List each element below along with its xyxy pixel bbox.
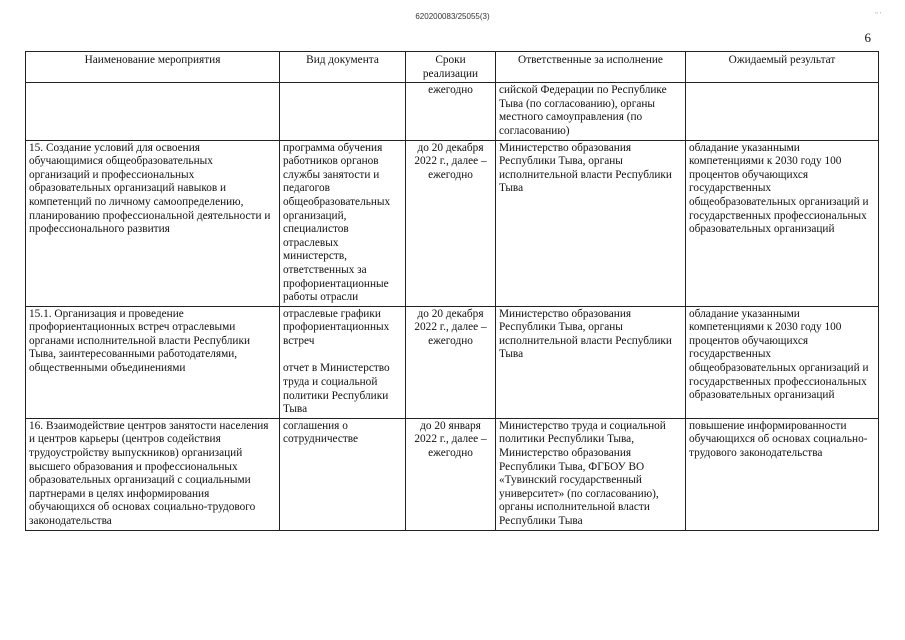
table-row (26, 306, 879, 418)
cell-term: до 20 января 2022 г., далее – ежегодно (406, 418, 496, 530)
cell-term: до 20 декабря 2022 г., далее – ежегодно (406, 306, 496, 418)
cell-doc: соглашения о сотрудничестве (280, 418, 406, 530)
table-row (26, 140, 879, 306)
header-term: Сроки реализации (406, 52, 496, 83)
cell-responsible: Министерство труда и социальной политики Республики Тыва, Министерство образования Республики Тыва, ФГБОУ ВО «Тувинский государственный университет» (по согласованию), органы исполнительной власти Республики Тыва (496, 418, 686, 530)
header-result: Ожидаемый результат (686, 52, 879, 83)
cell-result (686, 83, 879, 140)
cell-responsible: Министерство образования Республики Тыва, органы исполнительной власти Республики Тыва (496, 140, 686, 306)
table-row (26, 83, 879, 140)
cell-doc (280, 306, 406, 418)
cell-doc (280, 83, 406, 140)
page-number: 6 (864, 30, 871, 45)
cell-name: 15.1. Организация и проведение профориентационных встреч отраслевыми органами исполнительной власти Республики Тыва, заинтересованными работодателями, общественными объединениями (26, 306, 280, 418)
cell-doc: программа обучения работников органов службы занятости и педагогов общеобразовательных организаций, специалистов отраслевых министерств, ответственных за профориентационные работы отрасли (280, 140, 406, 306)
header-doc-type: Вид документа (280, 52, 406, 83)
cell-result: повышение информированности обучающихся об основах социально-трудового законодательства (686, 418, 879, 530)
cell-name: 16. Взаимодействие центров занятости населения и центров карьеры (центров содействия трудоустройству выпускников) организаций высшего образования и профессиональных образовательных организаций с социальными партнерами в целях информирования обучающихся об основах социально-трудового законодательства (26, 418, 280, 530)
corner-mark: " ' (875, 12, 881, 19)
cell-name: 15. Создание условий для освоения обучающимися общеобразовательных организаций и профессиональных образовательных организаций навыков и компетенций по личному самоопределению, планированию профессиональной деятельности и профессионального развития (26, 140, 280, 306)
cell-doc-gap (283, 348, 402, 362)
cell-doc-line: отраслевые графики профориентационных встреч (283, 307, 390, 347)
cell-result: обладание указанными компетенциями к 2030 году 100 процентов обучающихся государственных общеобразовательных организаций и государственных профессиональных образовательных организаций (686, 140, 879, 306)
cell-responsible: Министерство образования Республики Тыва, органы исполнительной власти Республики Тыва (496, 306, 686, 418)
header-responsible: Ответственные за исполнение (496, 52, 686, 83)
document-id: 620200083/25055(3) (415, 12, 490, 21)
cell-term: до 20 декабря 2022 г., далее – ежегодно (406, 140, 496, 306)
cell-responsible: сийской Федерации по Республике Тыва (по согласованию), органы местного самоуправления (по согласованию) (496, 83, 686, 140)
header-name: Наименование мероприятия (26, 52, 280, 83)
cell-result: обладание указанными компетенциями к 2030 году 100 процентов обучающихся государственных общеобразовательных организаций и государственных профессиональных образовательных организаций (686, 306, 879, 418)
table-header-row (26, 52, 879, 83)
cell-doc-line: отчет в Министерство труда и социальной политики Республики Тыва (283, 362, 390, 416)
table-row (26, 418, 879, 530)
cell-term: ежегодно (406, 83, 496, 140)
cell-name (26, 83, 280, 140)
events-table (25, 51, 879, 531)
